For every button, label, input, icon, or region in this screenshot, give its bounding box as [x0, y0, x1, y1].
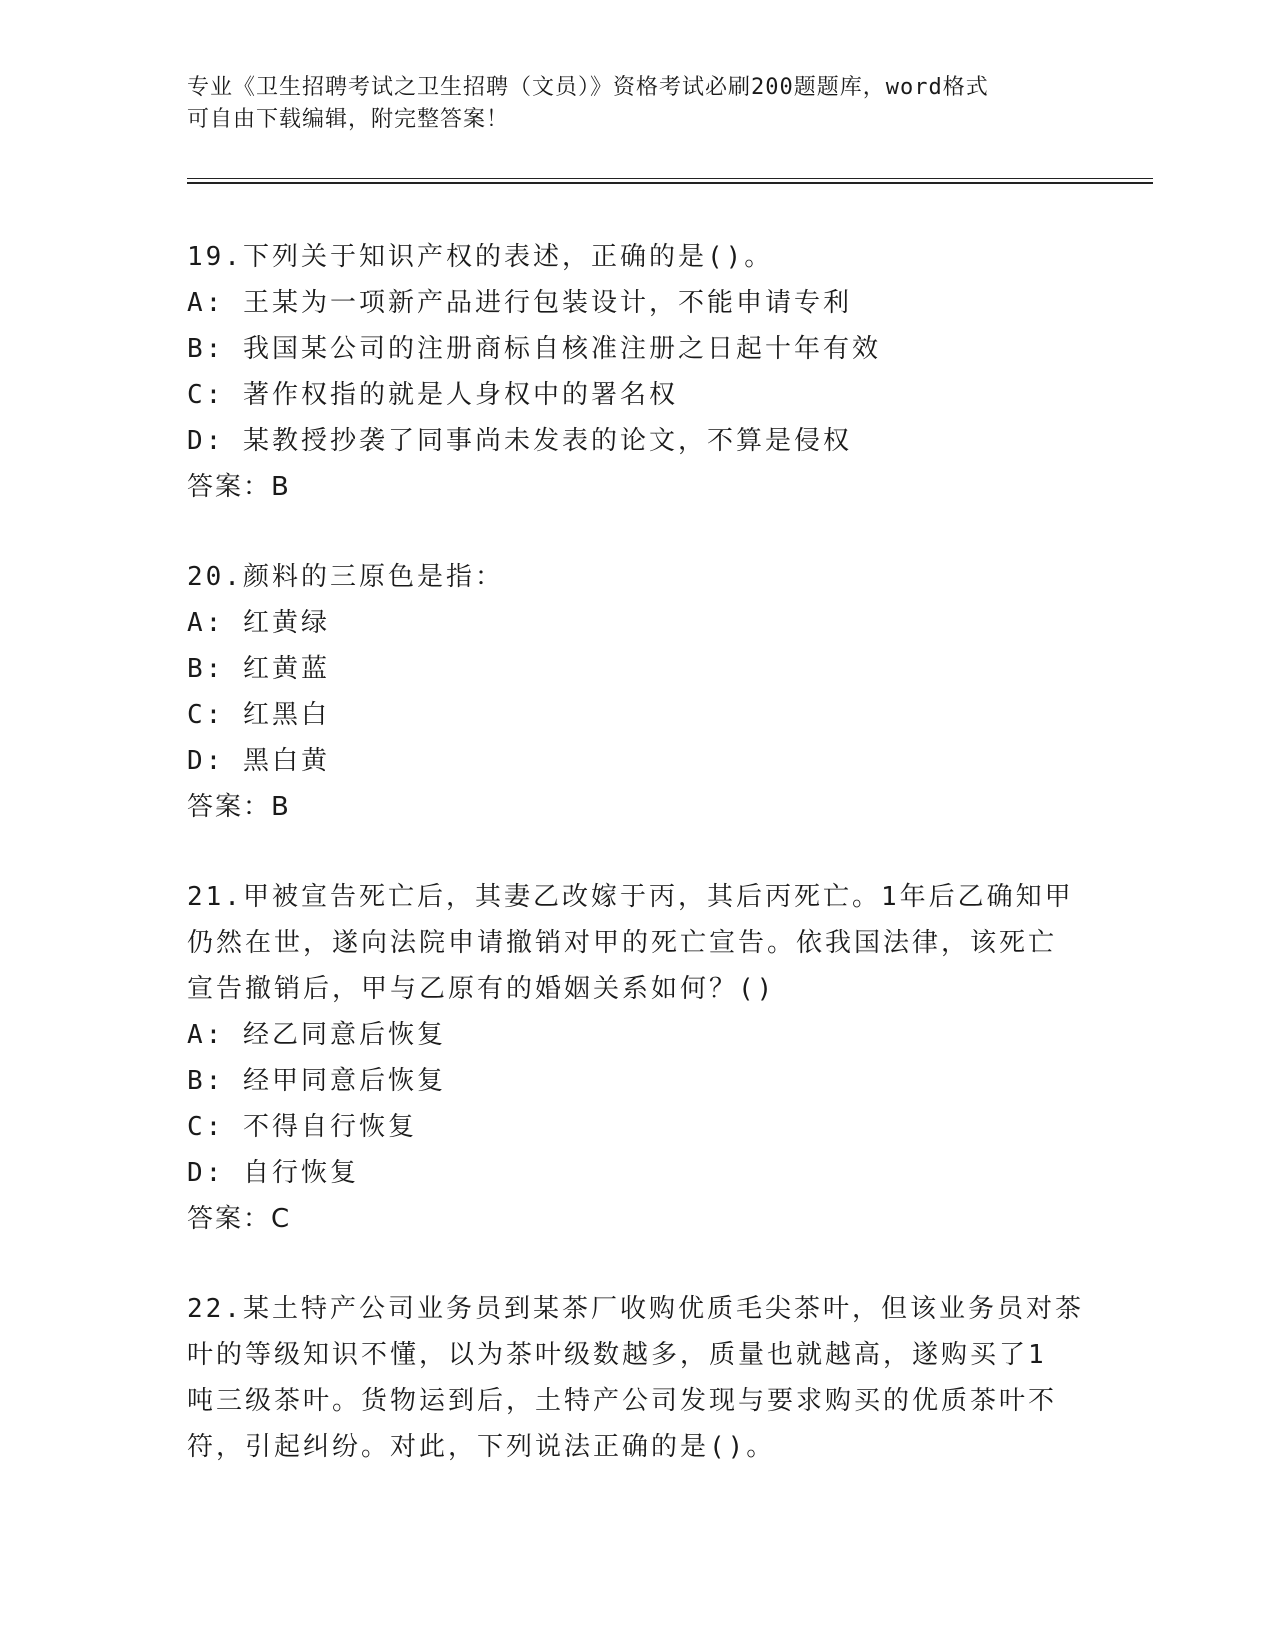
option-c: C: 红黑白: [187, 700, 330, 730]
question-stem-line: 仍然在世，遂向法院申请撤销对甲的死亡宣告。依我国法律，该死亡: [187, 928, 1058, 958]
question-20: [187, 554, 1087, 830]
option-a: A: 红黄绿: [187, 608, 330, 638]
option-d: D: 黑白黄: [187, 746, 330, 776]
question-stem: [187, 874, 1087, 1012]
spacer: [187, 830, 1087, 874]
question-stem-line: 吨三级茶叶。货物运到后，土特产公司发现与要求购买的优质茶叶不: [187, 1386, 1058, 1416]
option-a: A: 王某为一项新产品进行包装设计，不能申请专利: [187, 288, 852, 318]
option-d: D: 某教授抄袭了同事尚未发表的论文，不算是侵权: [187, 426, 852, 456]
question-21: [187, 874, 1087, 1242]
question-stem: [187, 1286, 1087, 1470]
option-a: A: 经乙同意后恢复: [187, 1020, 446, 1050]
spacer: [187, 1242, 1087, 1286]
spacer: [187, 510, 1087, 554]
question-stem-line: 符，引起纠纷。对此，下列说法正确的是()。: [187, 1432, 776, 1462]
question-stem-line: 叶的等级知识不懂，以为茶叶级数越多，质量也就越高，遂购买了1: [187, 1340, 1047, 1370]
header-line-2: 可自由下载编辑，附完整答案！: [187, 107, 510, 132]
header-line-1: 专业《卫生招聘考试之卫生招聘（文员）》资格考试必刷200题题库，word格式: [187, 75, 989, 100]
option-d: D: 自行恢复: [187, 1158, 359, 1188]
question-22: [187, 1286, 1087, 1470]
question-stem: [187, 234, 1087, 280]
question-19: [187, 234, 1087, 510]
answer-line: 答案：B: [187, 792, 291, 822]
question-stem-line: 21.甲被宣告死亡后，其妻乙改嫁于丙，其后丙死亡。1年后乙确知甲: [187, 882, 1074, 912]
question-stem-line: 22.某土特产公司业务员到某茶厂收购优质毛尖茶叶，但该业务员对茶: [187, 1294, 1084, 1324]
question-stem-line: 宣告撤销后，甲与乙原有的婚姻关系如何？(): [187, 974, 776, 1004]
option-c: C: 著作权指的就是人身权中的署名权: [187, 380, 678, 410]
option-c: C: 不得自行恢复: [187, 1112, 417, 1142]
question-stem: [187, 554, 1087, 600]
question-stem-line: 20.颜料的三原色是指：: [187, 562, 504, 592]
option-b: B: 我国某公司的注册商标自核准注册之日起十年有效: [187, 334, 881, 364]
header-divider-thick: [187, 182, 1153, 184]
answer-line: 答案：C: [187, 1204, 292, 1234]
option-b: B: 经甲同意后恢复: [187, 1066, 446, 1096]
answer-line: 答案：B: [187, 472, 291, 502]
question-list: [187, 234, 1087, 1470]
header-divider-thin: [187, 178, 1153, 179]
option-b: B: 红黄蓝: [187, 654, 330, 684]
question-stem-line: 19.下列关于知识产权的表述，正确的是()。: [187, 242, 774, 272]
header-note: [187, 72, 1067, 136]
